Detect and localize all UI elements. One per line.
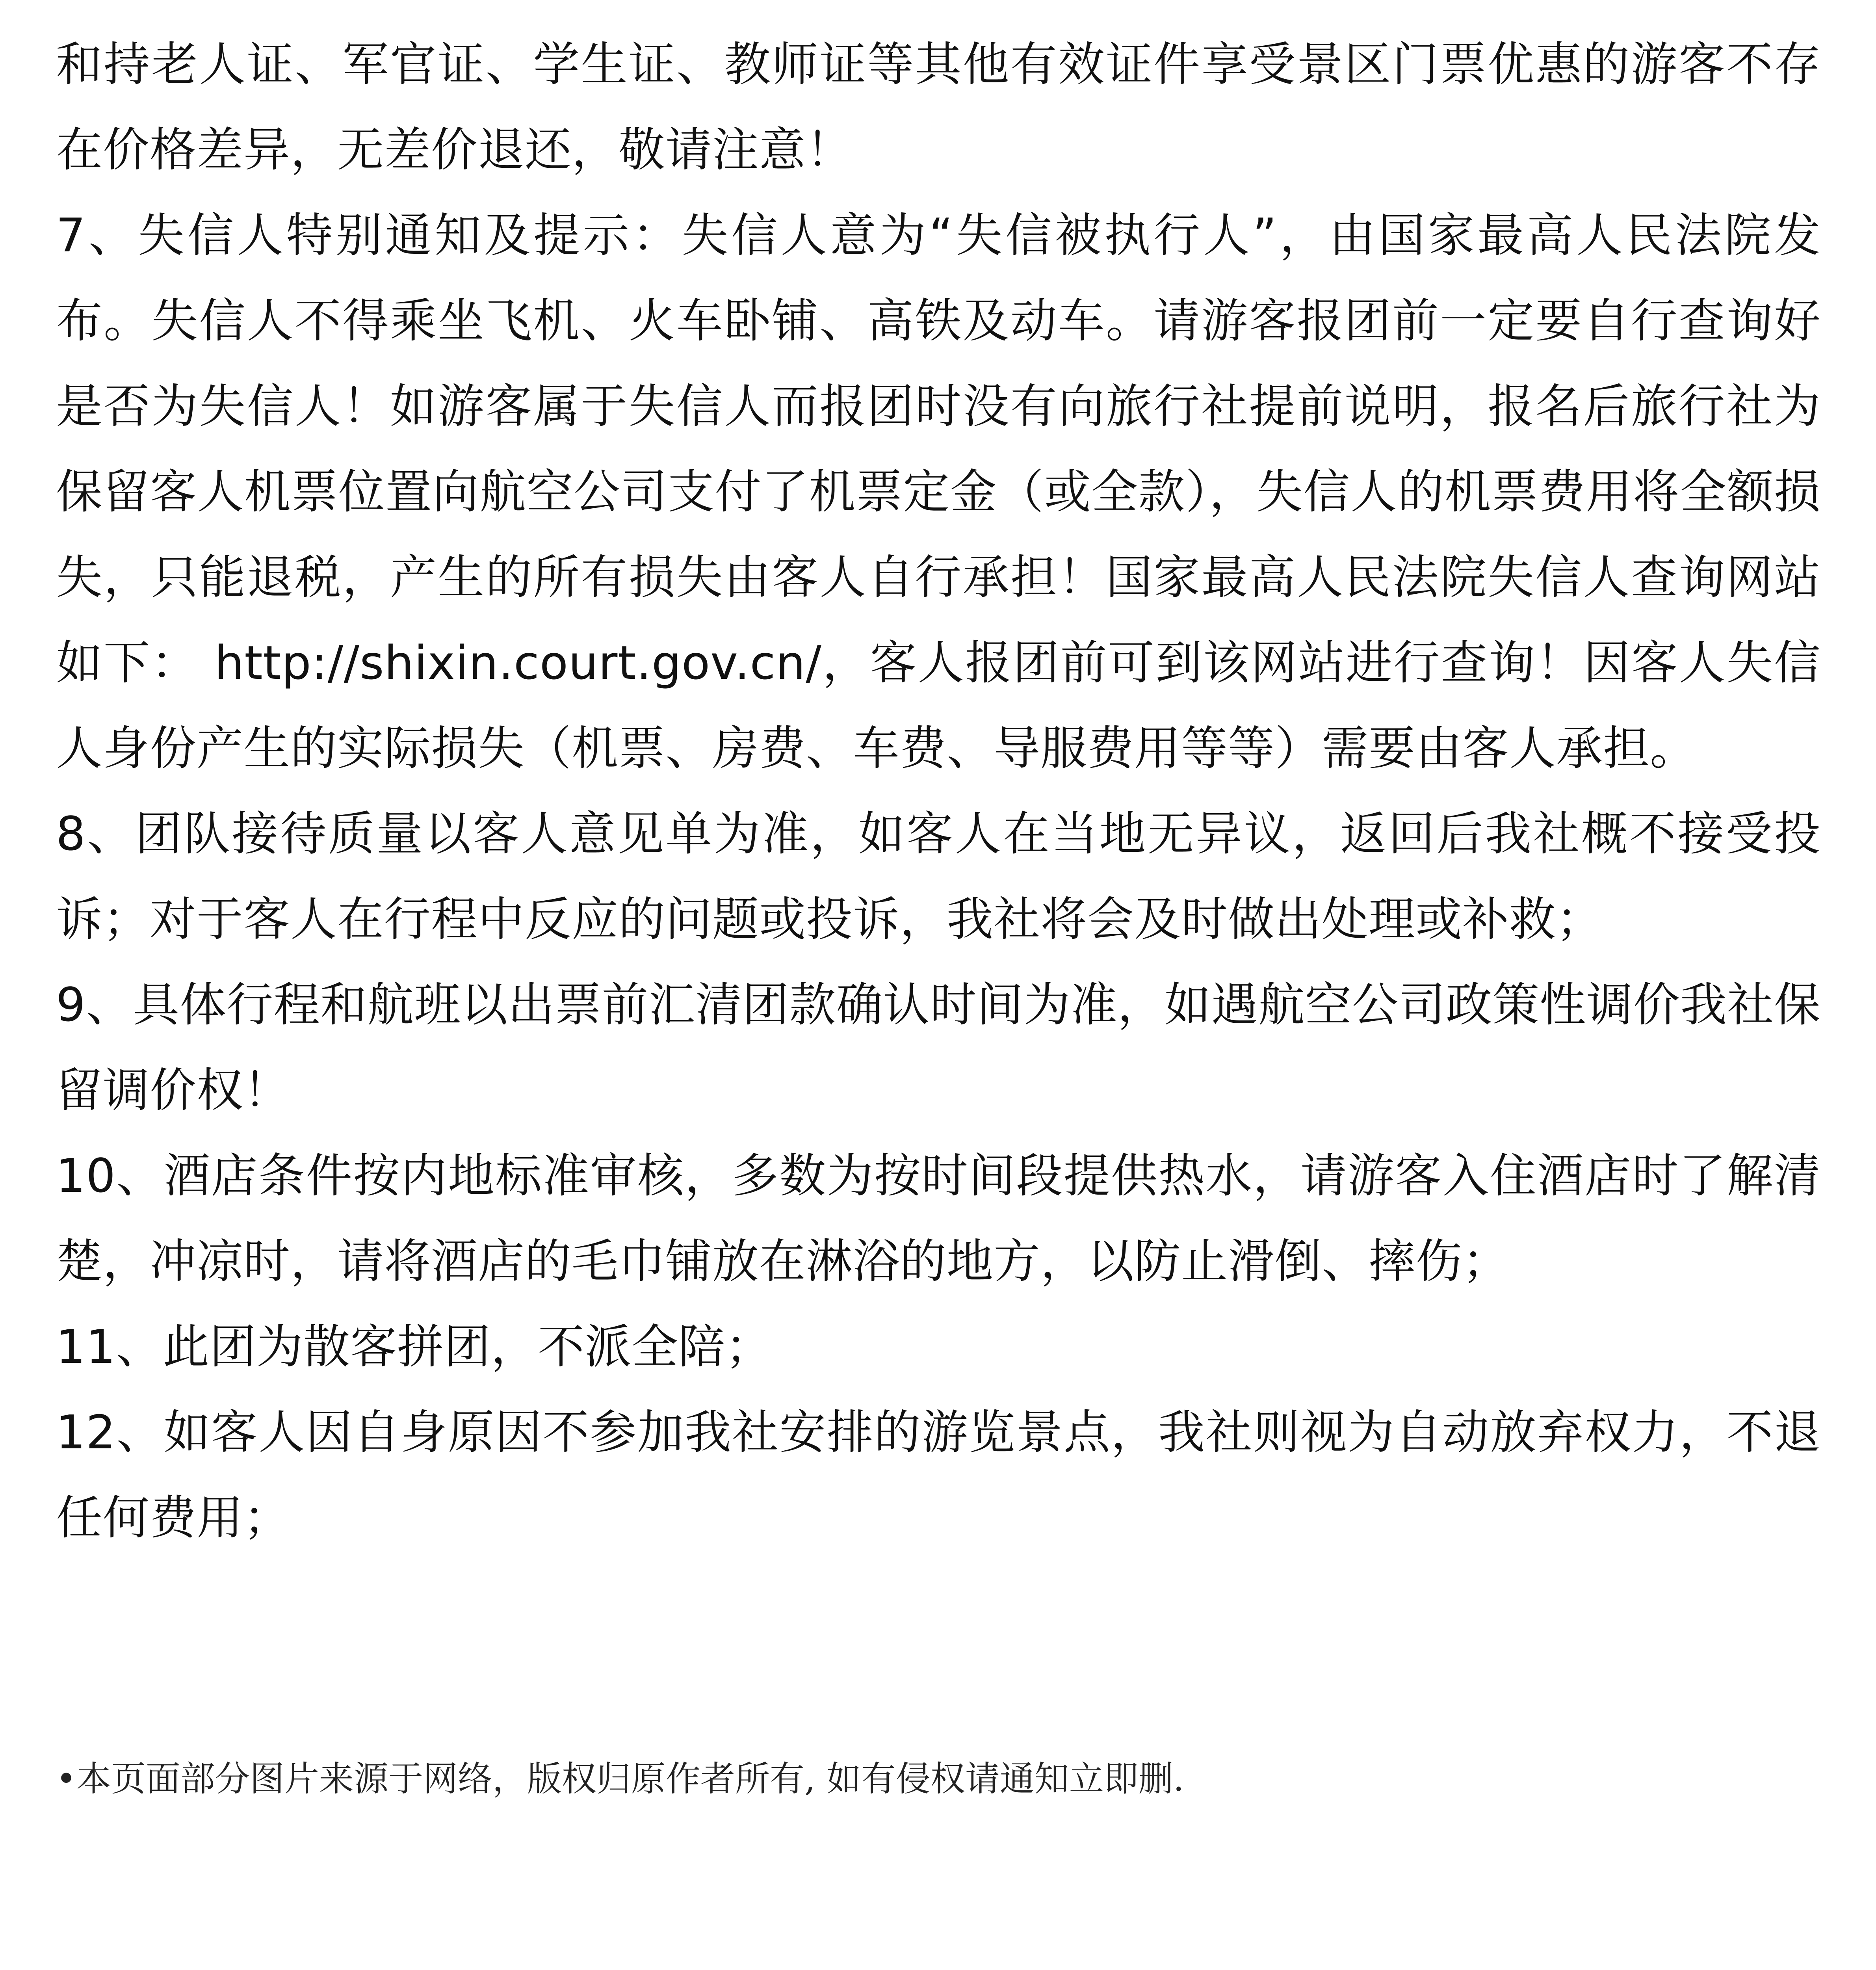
paragraph-continuation: 和持老人证、军官证、学生证、教师证等其他有效证件享受景区门票优惠的游客不存在价格差异，无差价退还，敬请注意！ [56,37,1821,177]
paragraph-item-11: 11、此团为散客拼团，不派全陪； [56,1320,773,1374]
paragraph-item-12: 12、如客人因自身原因不参加我社安排的游览景点，我社则视为自动放弃权力，不退任何费用； [56,1405,1821,1545]
paragraph-item-9: 9、具体行程和航班以出票前汇清团款确认时间为准，如遇航空公司政策性调价我社保留调价权！ [56,978,1821,1117]
copyright-footnote: •本页面部分图片来源于网络，版权归原作者所有, 如有侵权请通知立即删. [56,1758,1184,1799]
paragraph-item-10: 10、酒店条件按内地标准审核，多数为按时间段提供热水，请游客入住酒店时了解清楚，冲凉时，请将酒店的毛巾铺放在淋浴的地方，以防止滑倒、摔伤； [56,1149,1821,1288]
paragraph-item-7: 7、失信人特别通知及提示：失信人意为“失信被执行人”，由国家最高人民法院发布。失信人不得乘坐飞机、火车卧铺、高铁及动车。请游客报团前一定要自行查询好是否为失信人！如游客属于失信人而报团时没有向旅行社提前说明，报名后旅行社为保留客人机票位置向航空公司支付了机票定金（或全款），失信人的机票费用将全额损失，只能退税，产生的所有损失由客人自行承担！国家最高人民法院失信人查询网站如下： http://shixin.court.gov.cn/，客人报团前可到该网站进行查询！因客人失信人身份产生的实际损失（机票、房费、车费、导服费用等等）需要由客人承担。 [56,208,1821,775]
terms-body [56,22,1821,1561]
paragraph-item-8: 8、团队接待质量以客人意见单为准，如客人在当地无异议，返回后我社概不接受投诉；对于客人在行程中反应的问题或投诉，我社将会及时做出处理或补救； [56,807,1821,946]
